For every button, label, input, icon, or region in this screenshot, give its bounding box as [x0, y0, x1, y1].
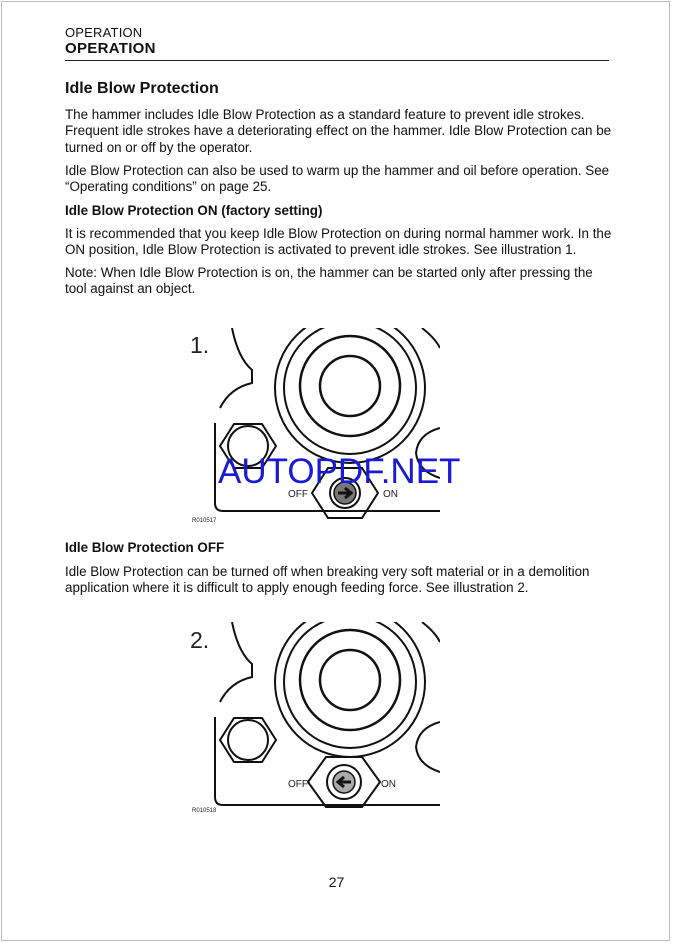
figure2-number: 2. [190, 627, 210, 653]
figure2-label-on: ON [381, 779, 396, 790]
watermark: AUTOPDF.NET [218, 452, 461, 491]
figure1-number: 1. [190, 332, 210, 358]
figure2-code: R010518 [192, 808, 217, 814]
figure2-label-off: OFF [288, 779, 308, 790]
page-number: 27 [328, 874, 345, 890]
header-section-label: OPERATION [65, 25, 143, 40]
paragraph-note: Note: When Idle Blow Protection is on, the hammer can be started only after pressing the tool against an object. [65, 265, 593, 297]
paragraph-on-recommend: It is recommended that you keep Idle Blow Protection on during normal hammer work. In the ON position, Idle Blow Protection is activated to prevent idle strokes. See illustration 1. [65, 226, 612, 258]
subheading-on: Idle Blow Protection ON (factory setting) [65, 203, 323, 218]
paragraph-warmup: Idle Blow Protection can also be used to warm up the hammer and oil before operation. See “Operating conditions” on page 25. [65, 163, 610, 195]
header-rule [65, 60, 609, 61]
figure2-illustration [190, 622, 440, 822]
subheading-off: Idle Blow Protection OFF [65, 540, 225, 555]
figure1-label-off: OFF [288, 489, 308, 500]
figure1-code: R010517 [192, 518, 217, 524]
figure1-illustration [190, 328, 440, 528]
figure1-label-on: ON [383, 489, 398, 500]
header-section-title: OPERATION [65, 40, 156, 57]
paragraph-intro: The hammer includes Idle Blow Protection as a standard feature to prevent idle strokes. Frequent idle strokes have a deteriorating effect on the hammer. Idle Blow Protection can be turned on or off by the operator. [65, 107, 612, 155]
section-heading: Idle Blow Protection [65, 80, 219, 97]
paragraph-off: Idle Blow Protection can be turned off when breaking very soft material or in a demolition application where it is difficult to apply enough feeding force. See illustration 2. [65, 564, 590, 596]
